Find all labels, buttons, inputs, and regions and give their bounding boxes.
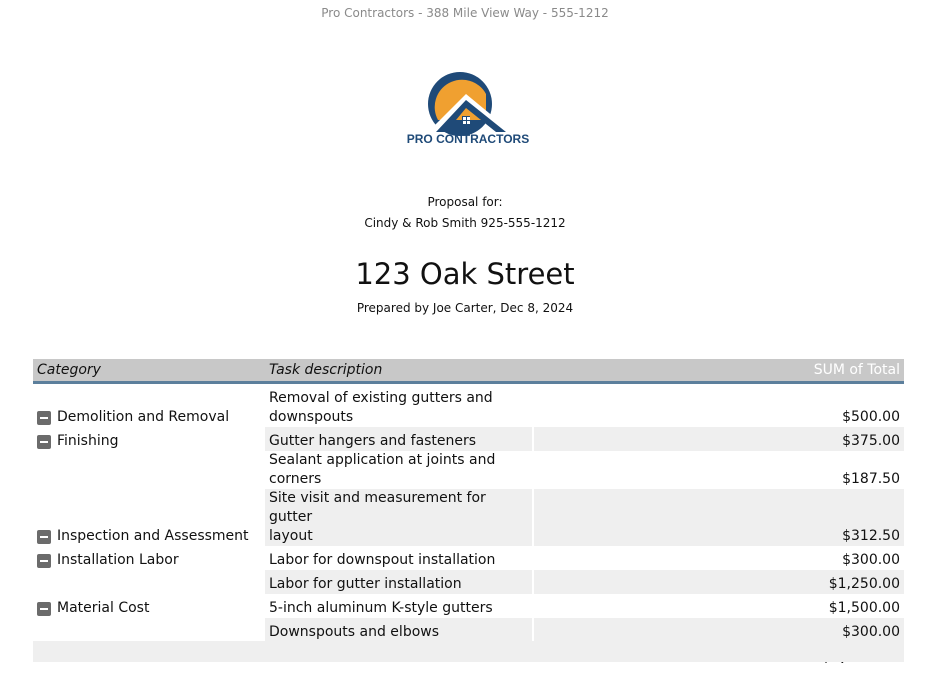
pivot-table: [33, 359, 904, 669]
category-empty: [33, 570, 265, 594]
table-row: [33, 383, 904, 428]
table-row: [33, 489, 904, 546]
client-info: Cindy & Rob Smith 925-555-1212: [364, 216, 566, 230]
collapse-icon[interactable]: [37, 602, 51, 616]
logo-text: PRO CONTRACTORS: [406, 132, 530, 146]
header-task[interactable]: Task description: [265, 359, 533, 383]
row-total: $300.00: [533, 618, 904, 644]
task-description: Downspouts and elbows: [265, 618, 533, 644]
collapse-icon[interactable]: [37, 554, 51, 568]
table-footer-band: [33, 641, 904, 662]
task-description: Labor for gutter installation: [265, 570, 533, 594]
category-label: Installation Labor: [57, 552, 179, 568]
category-label: Inspection and Assessment: [57, 528, 249, 544]
table-row: [33, 427, 904, 451]
row-total: $375.00: [533, 427, 904, 451]
collapse-icon[interactable]: [37, 435, 51, 449]
property-address: 123 Oak Street: [355, 257, 575, 291]
prepared-by: Prepared by Joe Carter, Dec 8, 2024: [356, 301, 574, 315]
table-row: [33, 594, 904, 618]
task-line: downspouts: [269, 409, 354, 425]
pro-contractors-logo: [400, 72, 536, 148]
table-row: [33, 546, 904, 570]
row-total: $187.50: [842, 471, 900, 487]
task-description: Sealant application at joints and corners: [269, 452, 496, 487]
header-category[interactable]: Category: [33, 359, 265, 383]
table-row: [33, 618, 904, 644]
row-total: $500.00: [842, 409, 900, 425]
table-row: [33, 451, 904, 489]
task-description: Gutter hangers and fasteners: [265, 427, 533, 451]
table-row: [33, 570, 904, 594]
row-total: $1,500.00: [828, 600, 900, 616]
collapse-icon[interactable]: [37, 411, 51, 425]
task-line: layout: [269, 528, 313, 544]
task-line: Removal of existing gutters and: [269, 390, 493, 406]
task-description: 5-inch aluminum K-style gutters: [269, 600, 493, 616]
collapse-icon[interactable]: [37, 530, 51, 544]
row-total: $300.00: [842, 552, 900, 568]
task-description: Labor for downspout installation: [269, 552, 496, 568]
category-label: Demolition and Removal: [57, 409, 230, 425]
category-empty: [33, 618, 265, 644]
header-sum[interactable]: SUM of Total: [533, 359, 904, 383]
category-label: Finishing: [57, 433, 119, 449]
row-total: $312.50: [533, 489, 904, 546]
row-total: $1,250.00: [533, 570, 904, 594]
category-label: Material Cost: [57, 600, 150, 616]
task-line: Site visit and measurement for gutter: [269, 490, 486, 525]
company-contact-line: Pro Contractors - 388 Mile View Way - 555-1212: [321, 6, 609, 20]
proposal-for-label: Proposal for:: [427, 195, 503, 209]
category-empty: [33, 451, 265, 489]
